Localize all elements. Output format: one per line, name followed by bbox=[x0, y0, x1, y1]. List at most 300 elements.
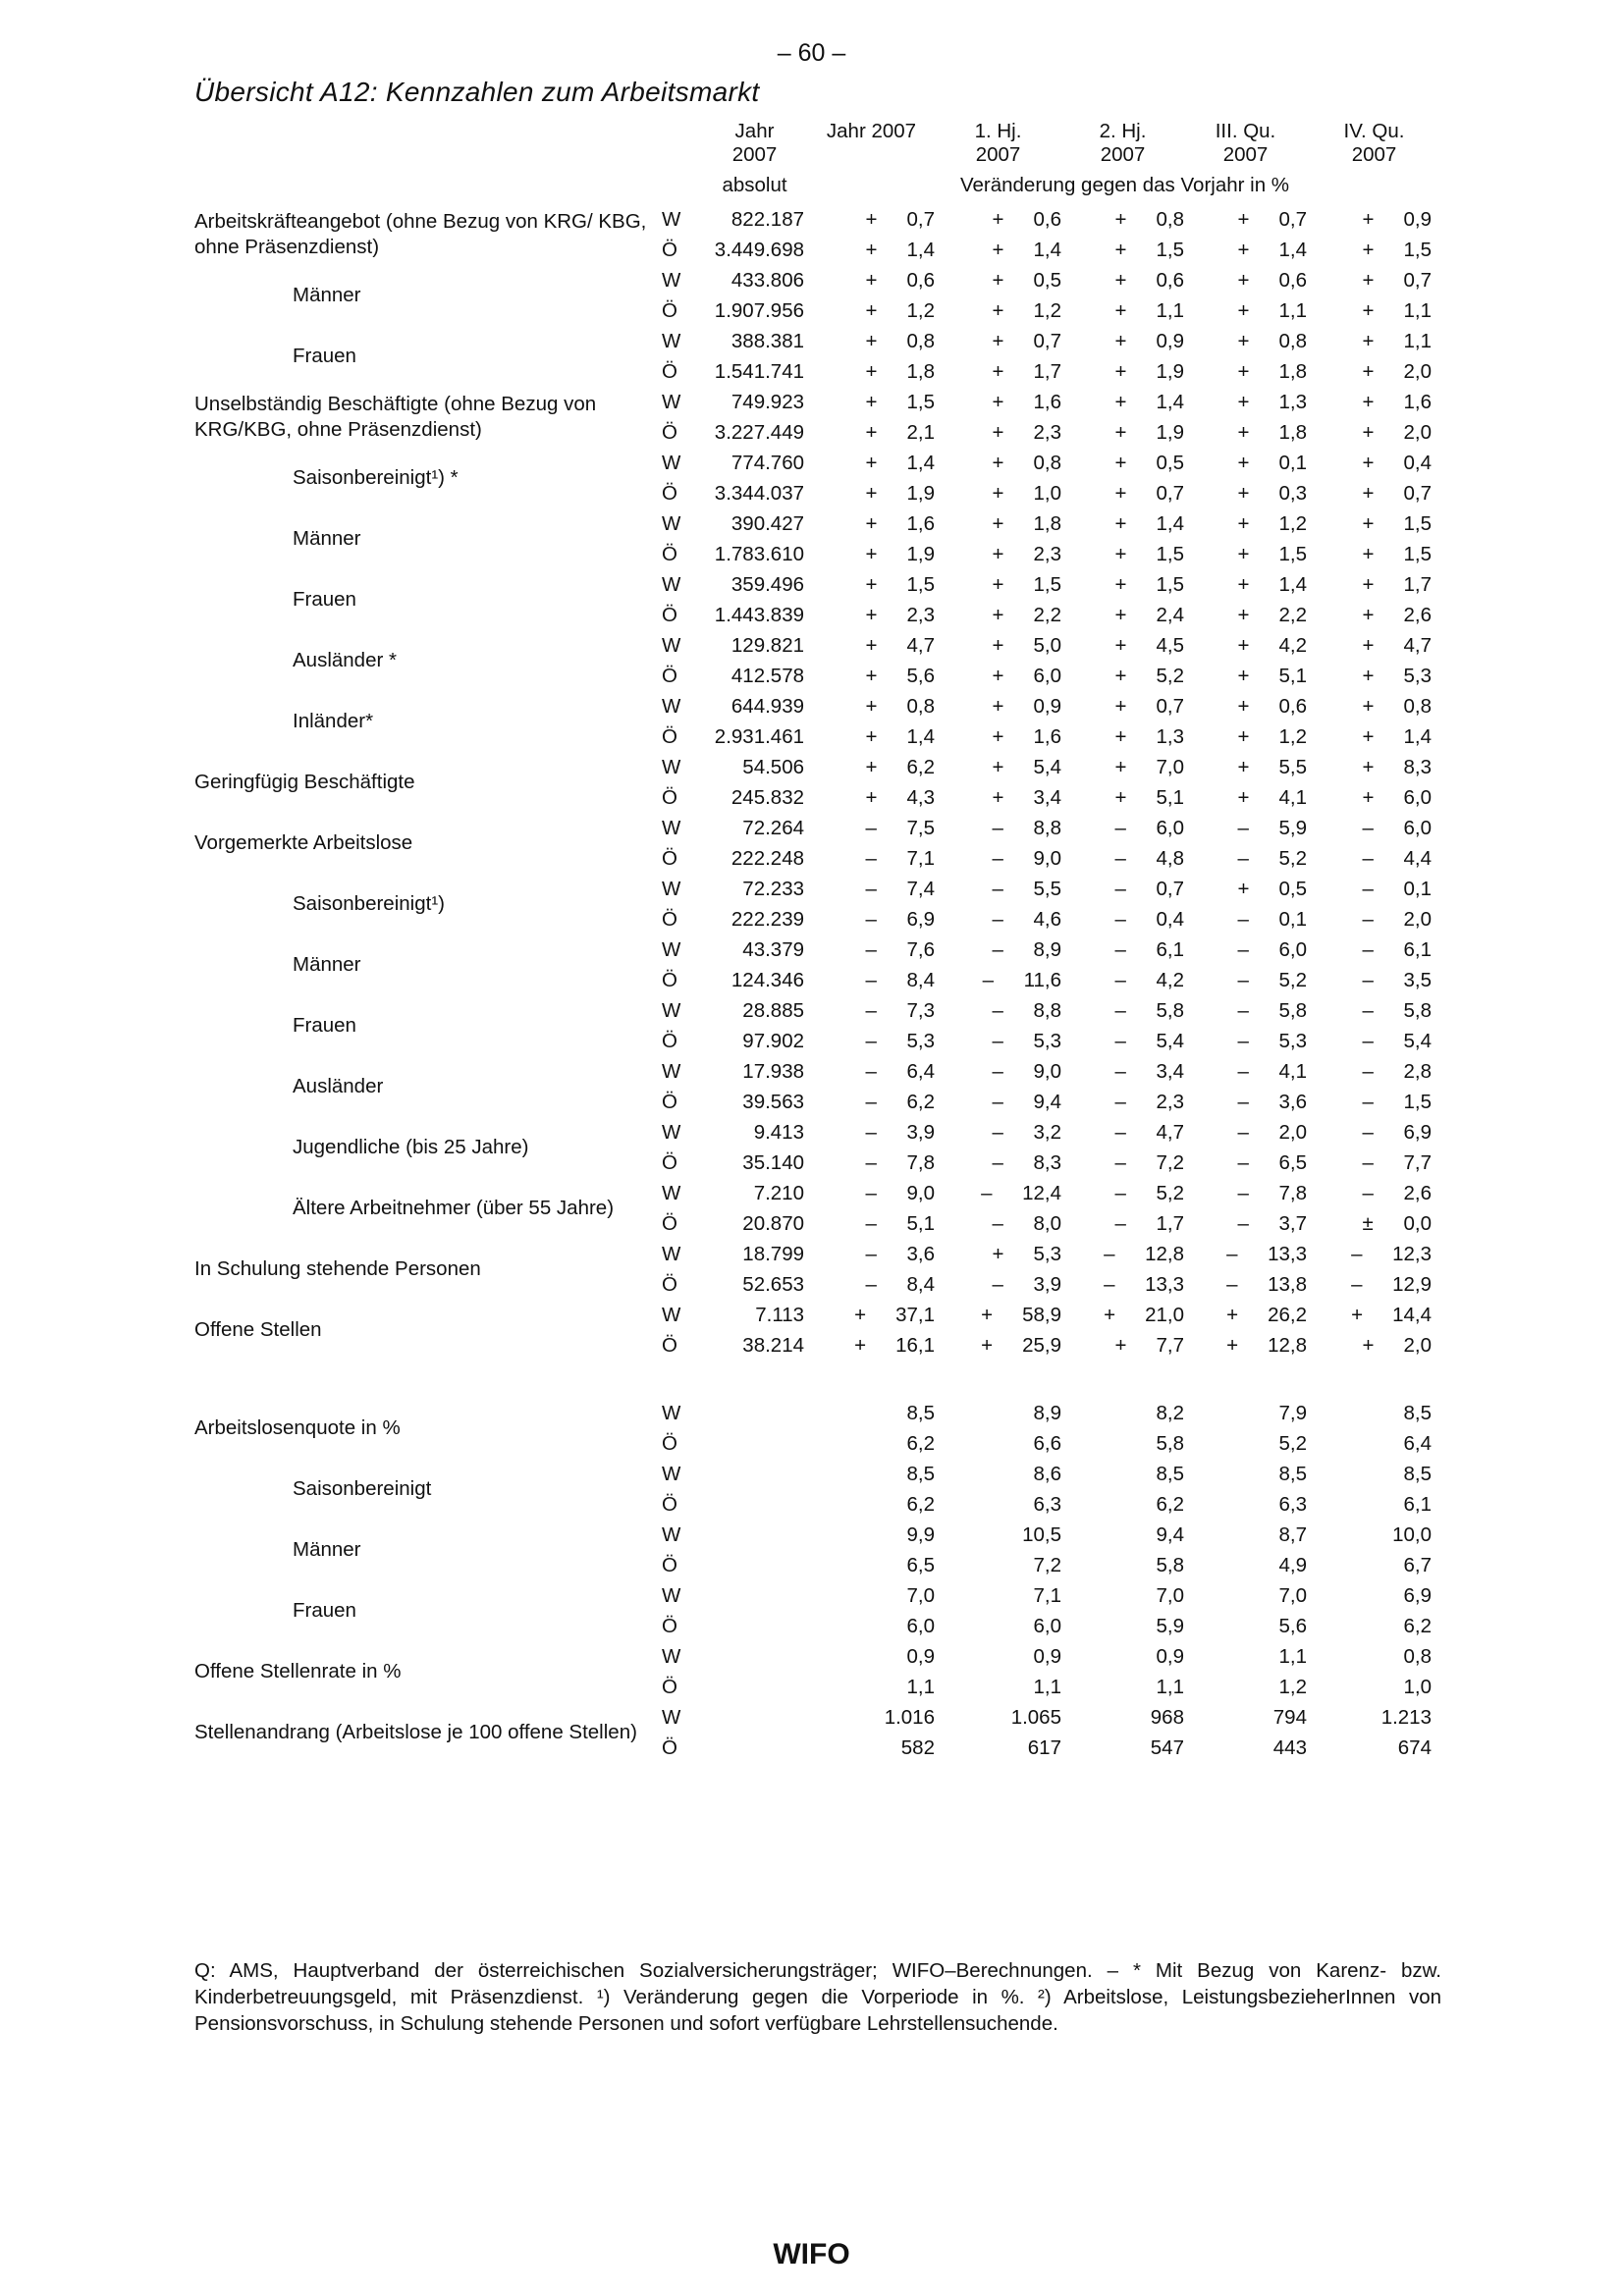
change-value: – 5,2 bbox=[1114, 1182, 1184, 1204]
row-label: Arbeitslosenquote in % bbox=[194, 1416, 401, 1439]
table-row bbox=[194, 448, 1441, 478]
change-value: – 12,8 bbox=[1104, 1243, 1184, 1265]
change-value: 5,8 bbox=[1156, 1432, 1184, 1455]
change-value: 10,5 bbox=[1022, 1523, 1061, 1546]
change-value: + 1,5 bbox=[865, 391, 935, 413]
region-code: Ö bbox=[662, 725, 677, 748]
unit-change: Veränderung gegen das Vorjahr in % bbox=[959, 174, 1290, 196]
absolute-value bbox=[701, 1733, 808, 1763]
header-year: Jahr 2007 bbox=[826, 120, 917, 142]
table-row bbox=[194, 1239, 1441, 1269]
change-value: – 2,8 bbox=[1362, 1060, 1432, 1083]
change-value: – 8,3 bbox=[992, 1151, 1061, 1174]
change-value: – 13,3 bbox=[1226, 1243, 1307, 1265]
change-value: 443 bbox=[1272, 1736, 1307, 1759]
change-value: – 4,1 bbox=[1237, 1060, 1307, 1083]
change-value: + 5,4 bbox=[992, 756, 1061, 778]
labour-market-table bbox=[194, 120, 1441, 1763]
change-value: + 1,5 bbox=[1237, 543, 1307, 565]
row-label: Ausländer bbox=[293, 1075, 384, 1097]
change-value: + 1,1 bbox=[1237, 299, 1307, 322]
absolute-value: 20.870 bbox=[742, 1212, 804, 1235]
change-value: – 4,8 bbox=[1114, 847, 1184, 870]
change-value: + 2,2 bbox=[1237, 604, 1307, 626]
header-h2: 2. Hj. 2007 bbox=[1099, 120, 1147, 166]
change-value: – 8,0 bbox=[992, 1212, 1061, 1235]
change-value: + 6,2 bbox=[865, 756, 935, 778]
table-row bbox=[194, 1702, 1441, 1733]
change-value: + 2,4 bbox=[1114, 604, 1184, 626]
change-value: – 13,3 bbox=[1104, 1273, 1184, 1296]
change-value: + 0,9 bbox=[1362, 208, 1432, 231]
absolute-value: 1.907.956 bbox=[714, 299, 804, 322]
change-value: + 1,1 bbox=[1114, 299, 1184, 322]
change-value: + 1,6 bbox=[865, 512, 935, 535]
header-abs: Jahr 2007 bbox=[731, 120, 778, 166]
absolute-value: 28.885 bbox=[742, 999, 804, 1022]
change-value: – 5,2 bbox=[1237, 847, 1307, 870]
change-value: – 6,2 bbox=[865, 1091, 935, 1113]
table-row bbox=[194, 874, 1441, 904]
table-row bbox=[194, 326, 1441, 356]
change-value: + 1,5 bbox=[992, 573, 1061, 596]
change-value: 1,1 bbox=[1033, 1676, 1061, 1698]
change-value: 1,0 bbox=[1403, 1676, 1432, 1698]
change-value: + 0,9 bbox=[992, 695, 1061, 718]
row-label: Saisonbereinigt¹) bbox=[293, 892, 445, 915]
table-row bbox=[194, 265, 1441, 295]
absolute-value: 433.806 bbox=[730, 269, 804, 292]
change-value: + 0,6 bbox=[1237, 269, 1307, 292]
row-label: Saisonbereinigt bbox=[293, 1477, 432, 1500]
change-value: 6,2 bbox=[1403, 1615, 1432, 1637]
change-value: + 1,8 bbox=[865, 360, 935, 383]
row-label: Inländer* bbox=[293, 710, 374, 732]
change-value: 4,9 bbox=[1278, 1554, 1307, 1576]
absolute-value: 7.210 bbox=[753, 1182, 804, 1204]
absolute-value bbox=[701, 1550, 808, 1580]
table-row bbox=[194, 508, 1441, 539]
change-value: + 1,2 bbox=[865, 299, 935, 322]
row-label: Männer bbox=[293, 527, 361, 550]
change-value: – 6,1 bbox=[1362, 938, 1432, 961]
region-code: Ö bbox=[662, 1151, 677, 1174]
source-footnote: Q: AMS, Hauptverband der österreichischen Sozialversicherungsträger; WIFO–Berechnungen. – * Mit Bezug von Karenz- bzw. Kinderbetreuungsgeld, mit Präsenzdienst. ¹) Veränderung gegen die Vorperiode in %. ²) Arbeitslose, LeistungsbezieherInnen von Pensionsvorschuss, in Schulung stehende Personen und sofort verfügbare Lehrstellensuchende. bbox=[194, 1959, 1441, 2035]
change-value: 0,9 bbox=[1033, 1645, 1061, 1668]
change-value: + 1,6 bbox=[1362, 391, 1432, 413]
change-value: + 1,8 bbox=[992, 512, 1061, 535]
change-value: + 1,5 bbox=[1362, 239, 1432, 261]
region-code: Ö bbox=[662, 665, 677, 687]
change-value: 9,9 bbox=[906, 1523, 935, 1546]
row-label: Saisonbereinigt¹) * bbox=[293, 466, 459, 489]
change-value: + 0,8 bbox=[865, 695, 935, 718]
change-value: 6,7 bbox=[1403, 1554, 1432, 1576]
change-value: – 3,7 bbox=[1237, 1212, 1307, 1235]
change-value: + 7,7 bbox=[1114, 1334, 1184, 1357]
table-row bbox=[194, 204, 1441, 235]
row-label: Unselbständig Beschäftigte (ohne Bezug von KRG/KBG, ohne Präsenzdienst) bbox=[194, 393, 597, 441]
change-value: + 1,4 bbox=[1237, 573, 1307, 596]
change-value: 6,1 bbox=[1403, 1493, 1432, 1516]
change-value: – 12,4 bbox=[981, 1182, 1061, 1204]
change-value: 8,7 bbox=[1278, 1523, 1307, 1546]
change-value: 10,0 bbox=[1392, 1523, 1432, 1546]
absolute-value: 390.427 bbox=[730, 512, 804, 535]
change-value: + 1,2 bbox=[992, 299, 1061, 322]
region-code: W bbox=[662, 938, 681, 961]
change-value: 8,5 bbox=[1403, 1463, 1432, 1485]
change-value: + 0,5 bbox=[992, 269, 1061, 292]
change-value: – 3,2 bbox=[992, 1121, 1061, 1144]
change-value: – 2,0 bbox=[1362, 908, 1432, 931]
change-value: 8,2 bbox=[1156, 1402, 1184, 1424]
region-code: Ö bbox=[662, 360, 677, 383]
absolute-value bbox=[701, 1641, 808, 1672]
change-value: 8,5 bbox=[906, 1463, 935, 1485]
change-value: – 6,0 bbox=[1114, 817, 1184, 839]
change-value: + 1,7 bbox=[1362, 573, 1432, 596]
change-value: – 1,7 bbox=[1114, 1212, 1184, 1235]
change-value: + 6,0 bbox=[1362, 786, 1432, 809]
change-value: 1.065 bbox=[1010, 1706, 1061, 1729]
absolute-value: 9.413 bbox=[753, 1121, 804, 1144]
table-row bbox=[194, 995, 1441, 1026]
change-value: – 6,9 bbox=[865, 908, 935, 931]
row-label: Offene Stellenrate in % bbox=[194, 1660, 402, 1682]
change-value: – 8,8 bbox=[992, 817, 1061, 839]
change-value: – 6,0 bbox=[1362, 817, 1432, 839]
region-code: Ö bbox=[662, 1030, 677, 1052]
change-value: – 2,6 bbox=[1362, 1182, 1432, 1204]
region-code: W bbox=[662, 1182, 681, 1204]
change-value: + 58,9 bbox=[981, 1304, 1061, 1326]
change-value: – 5,8 bbox=[1362, 999, 1432, 1022]
region-code: Ö bbox=[662, 421, 677, 444]
change-value: + 5,3 bbox=[992, 1243, 1061, 1265]
change-value: + 0,5 bbox=[1237, 878, 1307, 900]
change-value: + 0,7 bbox=[865, 208, 935, 231]
region-code: Ö bbox=[662, 604, 677, 626]
change-value: 6,3 bbox=[1033, 1493, 1061, 1516]
change-value: + 1,2 bbox=[1237, 512, 1307, 535]
change-value: + 0,6 bbox=[1237, 695, 1307, 718]
change-value: + 1,5 bbox=[1362, 543, 1432, 565]
absolute-value: 644.939 bbox=[730, 695, 804, 718]
change-value: + 0,8 bbox=[1237, 330, 1307, 352]
row-label: Jugendliche (bis 25 Jahre) bbox=[293, 1136, 529, 1158]
change-value: + 2,0 bbox=[1362, 1334, 1432, 1357]
change-value: 7,0 bbox=[1156, 1584, 1184, 1607]
change-value: + 1,6 bbox=[992, 725, 1061, 748]
change-value: 8,5 bbox=[1403, 1402, 1432, 1424]
row-label: Geringfügig Beschäftigte bbox=[194, 771, 415, 793]
row-label: Offene Stellen bbox=[194, 1318, 322, 1341]
change-value: + 0,8 bbox=[1114, 208, 1184, 231]
unit-absolute: absolut bbox=[722, 174, 787, 196]
change-value: + 1,8 bbox=[1237, 360, 1307, 383]
change-value: + 5,5 bbox=[1237, 756, 1307, 778]
change-value: – 4,6 bbox=[992, 908, 1061, 931]
change-value: + 0,7 bbox=[1114, 482, 1184, 505]
change-value: + 1,6 bbox=[992, 391, 1061, 413]
table-row bbox=[194, 934, 1441, 965]
change-value: + 25,9 bbox=[981, 1334, 1061, 1357]
change-value: 8,5 bbox=[906, 1402, 935, 1424]
change-value: + 2,3 bbox=[992, 543, 1061, 565]
row-label: Stellenandrang (Arbeitslose je 100 offene Stellen) bbox=[194, 1721, 637, 1743]
region-code: Ö bbox=[662, 1493, 677, 1516]
table-row bbox=[194, 1520, 1441, 1550]
change-value: + 5,6 bbox=[865, 665, 935, 687]
change-value: – 5,8 bbox=[1237, 999, 1307, 1022]
change-value: 0,9 bbox=[906, 1645, 935, 1668]
absolute-value bbox=[701, 1459, 808, 1489]
change-value: + 21,0 bbox=[1104, 1304, 1184, 1326]
row-label: Frauen bbox=[293, 1014, 356, 1037]
change-value: + 1,5 bbox=[1362, 512, 1432, 535]
table-row bbox=[194, 630, 1441, 661]
change-value: 6,2 bbox=[906, 1432, 935, 1455]
row-label: Arbeitskräfteangebot (ohne Bezug von KRG/ KBG, ohne Präsenzdienst) bbox=[194, 210, 647, 258]
change-value: + 1,9 bbox=[1114, 360, 1184, 383]
change-value: – 8,4 bbox=[865, 969, 935, 991]
change-value: – 7,4 bbox=[865, 878, 935, 900]
change-value: + 37,1 bbox=[854, 1304, 935, 1326]
table-row bbox=[194, 1178, 1441, 1208]
table-row bbox=[194, 752, 1441, 782]
change-value: – 5,3 bbox=[992, 1030, 1061, 1052]
change-value: + 1,1 bbox=[1362, 330, 1432, 352]
change-value: + 14,4 bbox=[1351, 1304, 1432, 1326]
change-value: 7,9 bbox=[1278, 1402, 1307, 1424]
change-value: – 0,4 bbox=[1114, 908, 1184, 931]
absolute-value: 222.239 bbox=[730, 908, 804, 931]
table-row bbox=[194, 1641, 1441, 1672]
change-value: – 5,4 bbox=[1114, 1030, 1184, 1052]
change-value: + 1,4 bbox=[865, 725, 935, 748]
change-value: + 1,8 bbox=[1237, 421, 1307, 444]
change-value: + 1,4 bbox=[865, 452, 935, 474]
region-code: W bbox=[662, 1243, 681, 1265]
change-value: – 0,1 bbox=[1362, 878, 1432, 900]
change-value: 582 bbox=[900, 1736, 935, 1759]
change-value: 794 bbox=[1272, 1706, 1307, 1729]
change-value: + 1,5 bbox=[1114, 573, 1184, 596]
absolute-value bbox=[701, 1702, 808, 1733]
header-q4: IV. Qu. 2007 bbox=[1343, 120, 1405, 166]
region-code: W bbox=[662, 1060, 681, 1083]
change-value: + 2,1 bbox=[865, 421, 935, 444]
change-value: 7,0 bbox=[906, 1584, 935, 1607]
change-value: – 3,6 bbox=[865, 1243, 935, 1265]
absolute-value: 17.938 bbox=[742, 1060, 804, 1083]
change-value: 674 bbox=[1397, 1736, 1432, 1759]
absolute-value bbox=[701, 1489, 808, 1520]
change-value: 5,8 bbox=[1156, 1554, 1184, 1576]
change-value: – 4,4 bbox=[1362, 847, 1432, 870]
change-value: 7,2 bbox=[1033, 1554, 1061, 1576]
change-value: + 1,9 bbox=[865, 543, 935, 565]
change-value: – 3,9 bbox=[992, 1273, 1061, 1296]
region-code: Ö bbox=[662, 1091, 677, 1113]
absolute-value: 35.140 bbox=[742, 1151, 804, 1174]
change-value: – 9,0 bbox=[992, 847, 1061, 870]
absolute-value: 1.443.839 bbox=[714, 604, 804, 626]
absolute-value bbox=[701, 1520, 808, 1550]
change-value: + 0,7 bbox=[1362, 269, 1432, 292]
change-value: – 6,4 bbox=[865, 1060, 935, 1083]
change-value: – 5,2 bbox=[1237, 969, 1307, 991]
change-value: + 0,5 bbox=[1114, 452, 1184, 474]
change-value: + 4,3 bbox=[865, 786, 935, 809]
region-code: W bbox=[662, 817, 681, 839]
region-code: W bbox=[662, 634, 681, 657]
region-code: W bbox=[662, 573, 681, 596]
unit-row bbox=[194, 167, 1441, 204]
change-value: + 1,4 bbox=[1362, 725, 1432, 748]
change-value: + 1,4 bbox=[1114, 391, 1184, 413]
region-code: Ö bbox=[662, 1212, 677, 1235]
absolute-value: 54.506 bbox=[742, 756, 804, 778]
absolute-value: 774.760 bbox=[730, 452, 804, 474]
absolute-value: 7.113 bbox=[755, 1304, 804, 1326]
change-value: + 0,7 bbox=[992, 330, 1061, 352]
absolute-value bbox=[701, 1428, 808, 1459]
change-value: + 1,5 bbox=[1114, 543, 1184, 565]
change-value: – 6,9 bbox=[1362, 1121, 1432, 1144]
change-value: + 3,4 bbox=[992, 786, 1061, 809]
change-value: 8,5 bbox=[1278, 1463, 1307, 1485]
change-value: + 8,3 bbox=[1362, 756, 1432, 778]
absolute-value: 245.832 bbox=[730, 786, 804, 809]
region-code: Ö bbox=[662, 299, 677, 322]
change-value: – 5,4 bbox=[1362, 1030, 1432, 1052]
change-value: 1,1 bbox=[1156, 1676, 1184, 1698]
change-value: – 5,9 bbox=[1237, 817, 1307, 839]
region-code: Ö bbox=[662, 482, 677, 505]
change-value: + 0,6 bbox=[865, 269, 935, 292]
change-value: + 0,6 bbox=[1114, 269, 1184, 292]
change-value: + 1,0 bbox=[992, 482, 1061, 505]
row-label: In Schulung stehende Personen bbox=[194, 1257, 481, 1280]
region-code: W bbox=[662, 878, 681, 900]
change-value: + 6,0 bbox=[992, 665, 1061, 687]
absolute-value: 1.541.741 bbox=[714, 360, 804, 383]
change-value: + 0,4 bbox=[1362, 452, 1432, 474]
absolute-value: 822.187 bbox=[730, 208, 804, 231]
region-code: W bbox=[662, 695, 681, 718]
change-value: + 1,1 bbox=[1362, 299, 1432, 322]
change-value: – 5,5 bbox=[992, 878, 1061, 900]
absolute-value bbox=[701, 1611, 808, 1641]
region-code: W bbox=[662, 452, 681, 474]
region-code: W bbox=[662, 1304, 681, 1326]
absolute-value bbox=[701, 1580, 808, 1611]
change-value: + 4,5 bbox=[1114, 634, 1184, 657]
change-value: – 7,5 bbox=[865, 817, 935, 839]
change-value: + 0,8 bbox=[992, 452, 1061, 474]
change-value: – 0,1 bbox=[1237, 908, 1307, 931]
region-code: W bbox=[662, 512, 681, 535]
change-value: + 1,4 bbox=[992, 239, 1061, 261]
change-value: – 7,7 bbox=[1362, 1151, 1432, 1174]
change-value: – 7,6 bbox=[865, 938, 935, 961]
change-value: – 12,3 bbox=[1351, 1243, 1432, 1265]
absolute-value: 124.346 bbox=[730, 969, 804, 991]
row-label: Männer bbox=[293, 284, 361, 306]
region-code: Ö bbox=[662, 847, 677, 870]
change-value: – 4,7 bbox=[1114, 1121, 1184, 1144]
change-value: 7,0 bbox=[1278, 1584, 1307, 1607]
table-row bbox=[194, 1398, 1441, 1428]
change-value: – 3,6 bbox=[1237, 1091, 1307, 1113]
row-label: Männer bbox=[293, 953, 361, 976]
region-code: W bbox=[662, 1463, 681, 1485]
change-value: 6,6 bbox=[1033, 1432, 1061, 1455]
change-value: – 6,5 bbox=[1237, 1151, 1307, 1174]
table-row bbox=[194, 813, 1441, 843]
region-code: Ö bbox=[662, 786, 677, 809]
region-code: W bbox=[662, 1706, 681, 1729]
absolute-value: 2.931.461 bbox=[714, 725, 804, 748]
change-value: – 8,4 bbox=[865, 1273, 935, 1296]
change-value: + 2,0 bbox=[1362, 421, 1432, 444]
page-title: Übersicht A12: Kennzahlen zum Arbeitsmarkt bbox=[194, 77, 760, 107]
change-value: 1.213 bbox=[1380, 1706, 1432, 1729]
absolute-value: 388.381 bbox=[730, 330, 804, 352]
change-value: – 3,4 bbox=[1114, 1060, 1184, 1083]
absolute-value bbox=[701, 1398, 808, 1428]
change-value: 1,1 bbox=[906, 1676, 935, 1698]
change-value: + 0,7 bbox=[1362, 482, 1432, 505]
change-value: 8,5 bbox=[1156, 1463, 1184, 1485]
change-value: 6,2 bbox=[906, 1493, 935, 1516]
region-code: W bbox=[662, 330, 681, 352]
change-value: 5,6 bbox=[1278, 1615, 1307, 1637]
absolute-value: 39.563 bbox=[742, 1091, 804, 1113]
header-h1: 1. Hj. 2007 bbox=[974, 120, 1022, 166]
change-value: + 0,8 bbox=[865, 330, 935, 352]
change-value: 1.016 bbox=[884, 1706, 935, 1729]
region-code: W bbox=[662, 999, 681, 1022]
change-value: – 7,8 bbox=[1237, 1182, 1307, 1204]
change-value: + 5,1 bbox=[1114, 786, 1184, 809]
region-code: W bbox=[662, 269, 681, 292]
absolute-value: 52.653 bbox=[742, 1273, 804, 1296]
absolute-value: 1.783.610 bbox=[714, 543, 804, 565]
change-value: + 5,0 bbox=[992, 634, 1061, 657]
change-value: 6,5 bbox=[906, 1554, 935, 1576]
change-value: – 9,0 bbox=[992, 1060, 1061, 1083]
region-code: Ö bbox=[662, 1273, 677, 1296]
row-label: Ältere Arbeitnehmer (über 55 Jahre) bbox=[293, 1197, 615, 1219]
change-value: + 4,7 bbox=[865, 634, 935, 657]
absolute-value: 222.248 bbox=[730, 847, 804, 870]
absolute-value bbox=[701, 1672, 808, 1702]
change-value: 547 bbox=[1150, 1736, 1184, 1759]
table-row bbox=[194, 1300, 1441, 1330]
change-value: – 5,1 bbox=[865, 1212, 935, 1235]
change-value: + 1,2 bbox=[1237, 725, 1307, 748]
change-value: + 0,7 bbox=[1114, 695, 1184, 718]
change-value: 0,9 bbox=[1156, 1645, 1184, 1668]
change-value: – 13,8 bbox=[1226, 1273, 1307, 1296]
change-value: + 16,1 bbox=[854, 1334, 935, 1357]
change-value: 968 bbox=[1150, 1706, 1184, 1729]
row-label: Frauen bbox=[293, 588, 356, 611]
change-value: 1,2 bbox=[1278, 1676, 1307, 1698]
